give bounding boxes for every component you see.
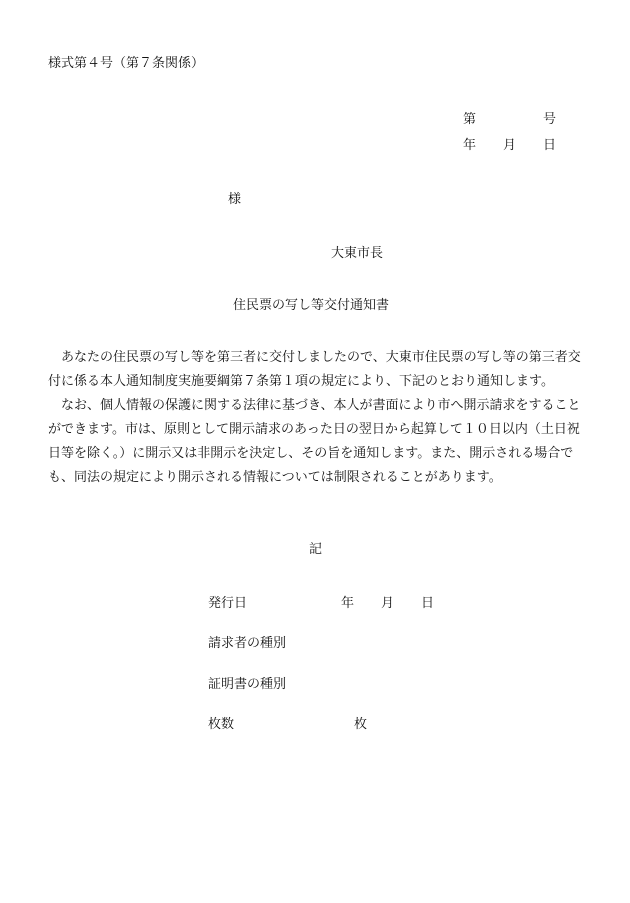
addressee-honorific: 様 <box>228 192 242 207</box>
doc-number-suffix: 号 <box>543 112 557 127</box>
requester-type-label: 請求者の種別 <box>208 636 287 651</box>
issue-date-month: 月 <box>381 596 395 611</box>
document-title: 住民票の写し等交付通知書 <box>233 298 390 313</box>
issue-date-label: 発行日 <box>208 596 248 611</box>
issue-date-year: 年 <box>341 596 355 611</box>
doc-date-year: 年 <box>463 138 477 153</box>
body-paragraph-1: あなたの住民票の写し等を第三者に交付しましたので、大東市住民票の写し等の第三者交付に係る本人通知制度実施要綱第７条第１項の規定により、下記のとおり通知します。 <box>48 350 581 389</box>
doc-date-month: 月 <box>503 138 517 153</box>
issue-date-day: 日 <box>421 596 435 611</box>
count-unit: 枚 <box>354 717 368 732</box>
body-paragraph-2: なお、個人情報の保護に関する法律に基づき、本人が書面により市へ開示請求をすることができます。市は、原則として開示請求のあった日の翌日から起算して１０日以内（土日祝日等を除く。）に開示又は非開示を決定し、その旨を通知します。また、開示される場合でも、同法の規定により開示される情報については制限されることがあります。 <box>48 398 581 485</box>
doc-number-prefix: 第 <box>463 112 477 127</box>
doc-date-day: 日 <box>543 138 557 153</box>
form-number: 様式第４号（第７条関係） <box>48 56 205 71</box>
count-label: 枚数 <box>208 717 235 732</box>
record-heading: 記 <box>309 542 323 557</box>
sender-name: 大東市長 <box>331 246 384 261</box>
certificate-type-label: 証明書の種別 <box>208 677 287 692</box>
